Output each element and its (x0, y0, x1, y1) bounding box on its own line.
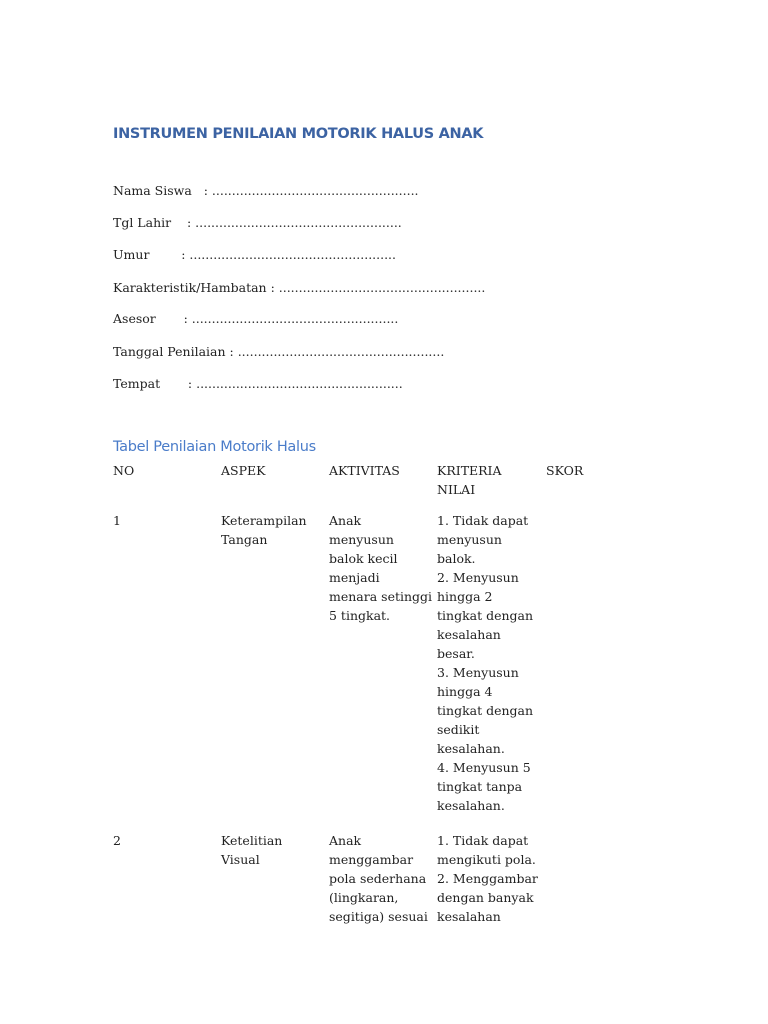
field-tanggal-penilaian: Tanggal Penilaian : .................................................... (113, 344, 445, 359)
cell-aspek: Keterampilan Tangan (221, 513, 307, 547)
header-aktivitas: AKTIVITAS (329, 463, 400, 478)
cell-no: 2 (113, 833, 121, 848)
field-karakteristik: Karakteristik/Hambatan : .................................................... (113, 280, 486, 295)
cell-aktivitas: Anak menggambar pola sederhana (lingkaran, segitiga) sesuai (329, 833, 428, 924)
cell-no: 1 (113, 513, 121, 528)
header-kriteria-nilai: KRITERIA NILAI (437, 463, 502, 497)
field-tgl-lahir: Tgl Lahir : .................................................... (113, 215, 402, 230)
field-tempat: Tempat : .................................................... (113, 376, 403, 391)
header-no: NO (113, 463, 135, 478)
field-umur: Umur : .................................................... (113, 247, 397, 262)
field-nama-siswa: Nama Siswa : .................................................... (113, 183, 419, 198)
field-asesor: Asesor : .................................................... (113, 311, 399, 326)
header-aspek: ASPEK (221, 463, 266, 478)
header-skor: SKOR (546, 463, 584, 478)
document-title: INSTRUMEN PENILAIAN MOTORIK HALUS ANAK (113, 126, 484, 142)
table-title: Tabel Penilaian Motorik Halus (113, 439, 316, 455)
cell-aspek: Ketelitian Visual (221, 833, 283, 867)
cell-kriteria: 1. Tidak dapat mengikuti pola. 2. Menggambar dengan banyak kesalahan (437, 833, 538, 924)
cell-aktivitas: Anak menyusun balok kecil menjadi menara setinggi 5 tingkat. (329, 513, 433, 623)
cell-kriteria: 1. Tidak dapat menyusun balok. 2. Menyusun hingga 2 tingkat dengan kesalahan besar. 3. Menyusun hingga 4 tingkat dengan sedikit kesalahan. 4. Menyusun 5 tingkat tanpa kesalahan. (437, 513, 534, 813)
